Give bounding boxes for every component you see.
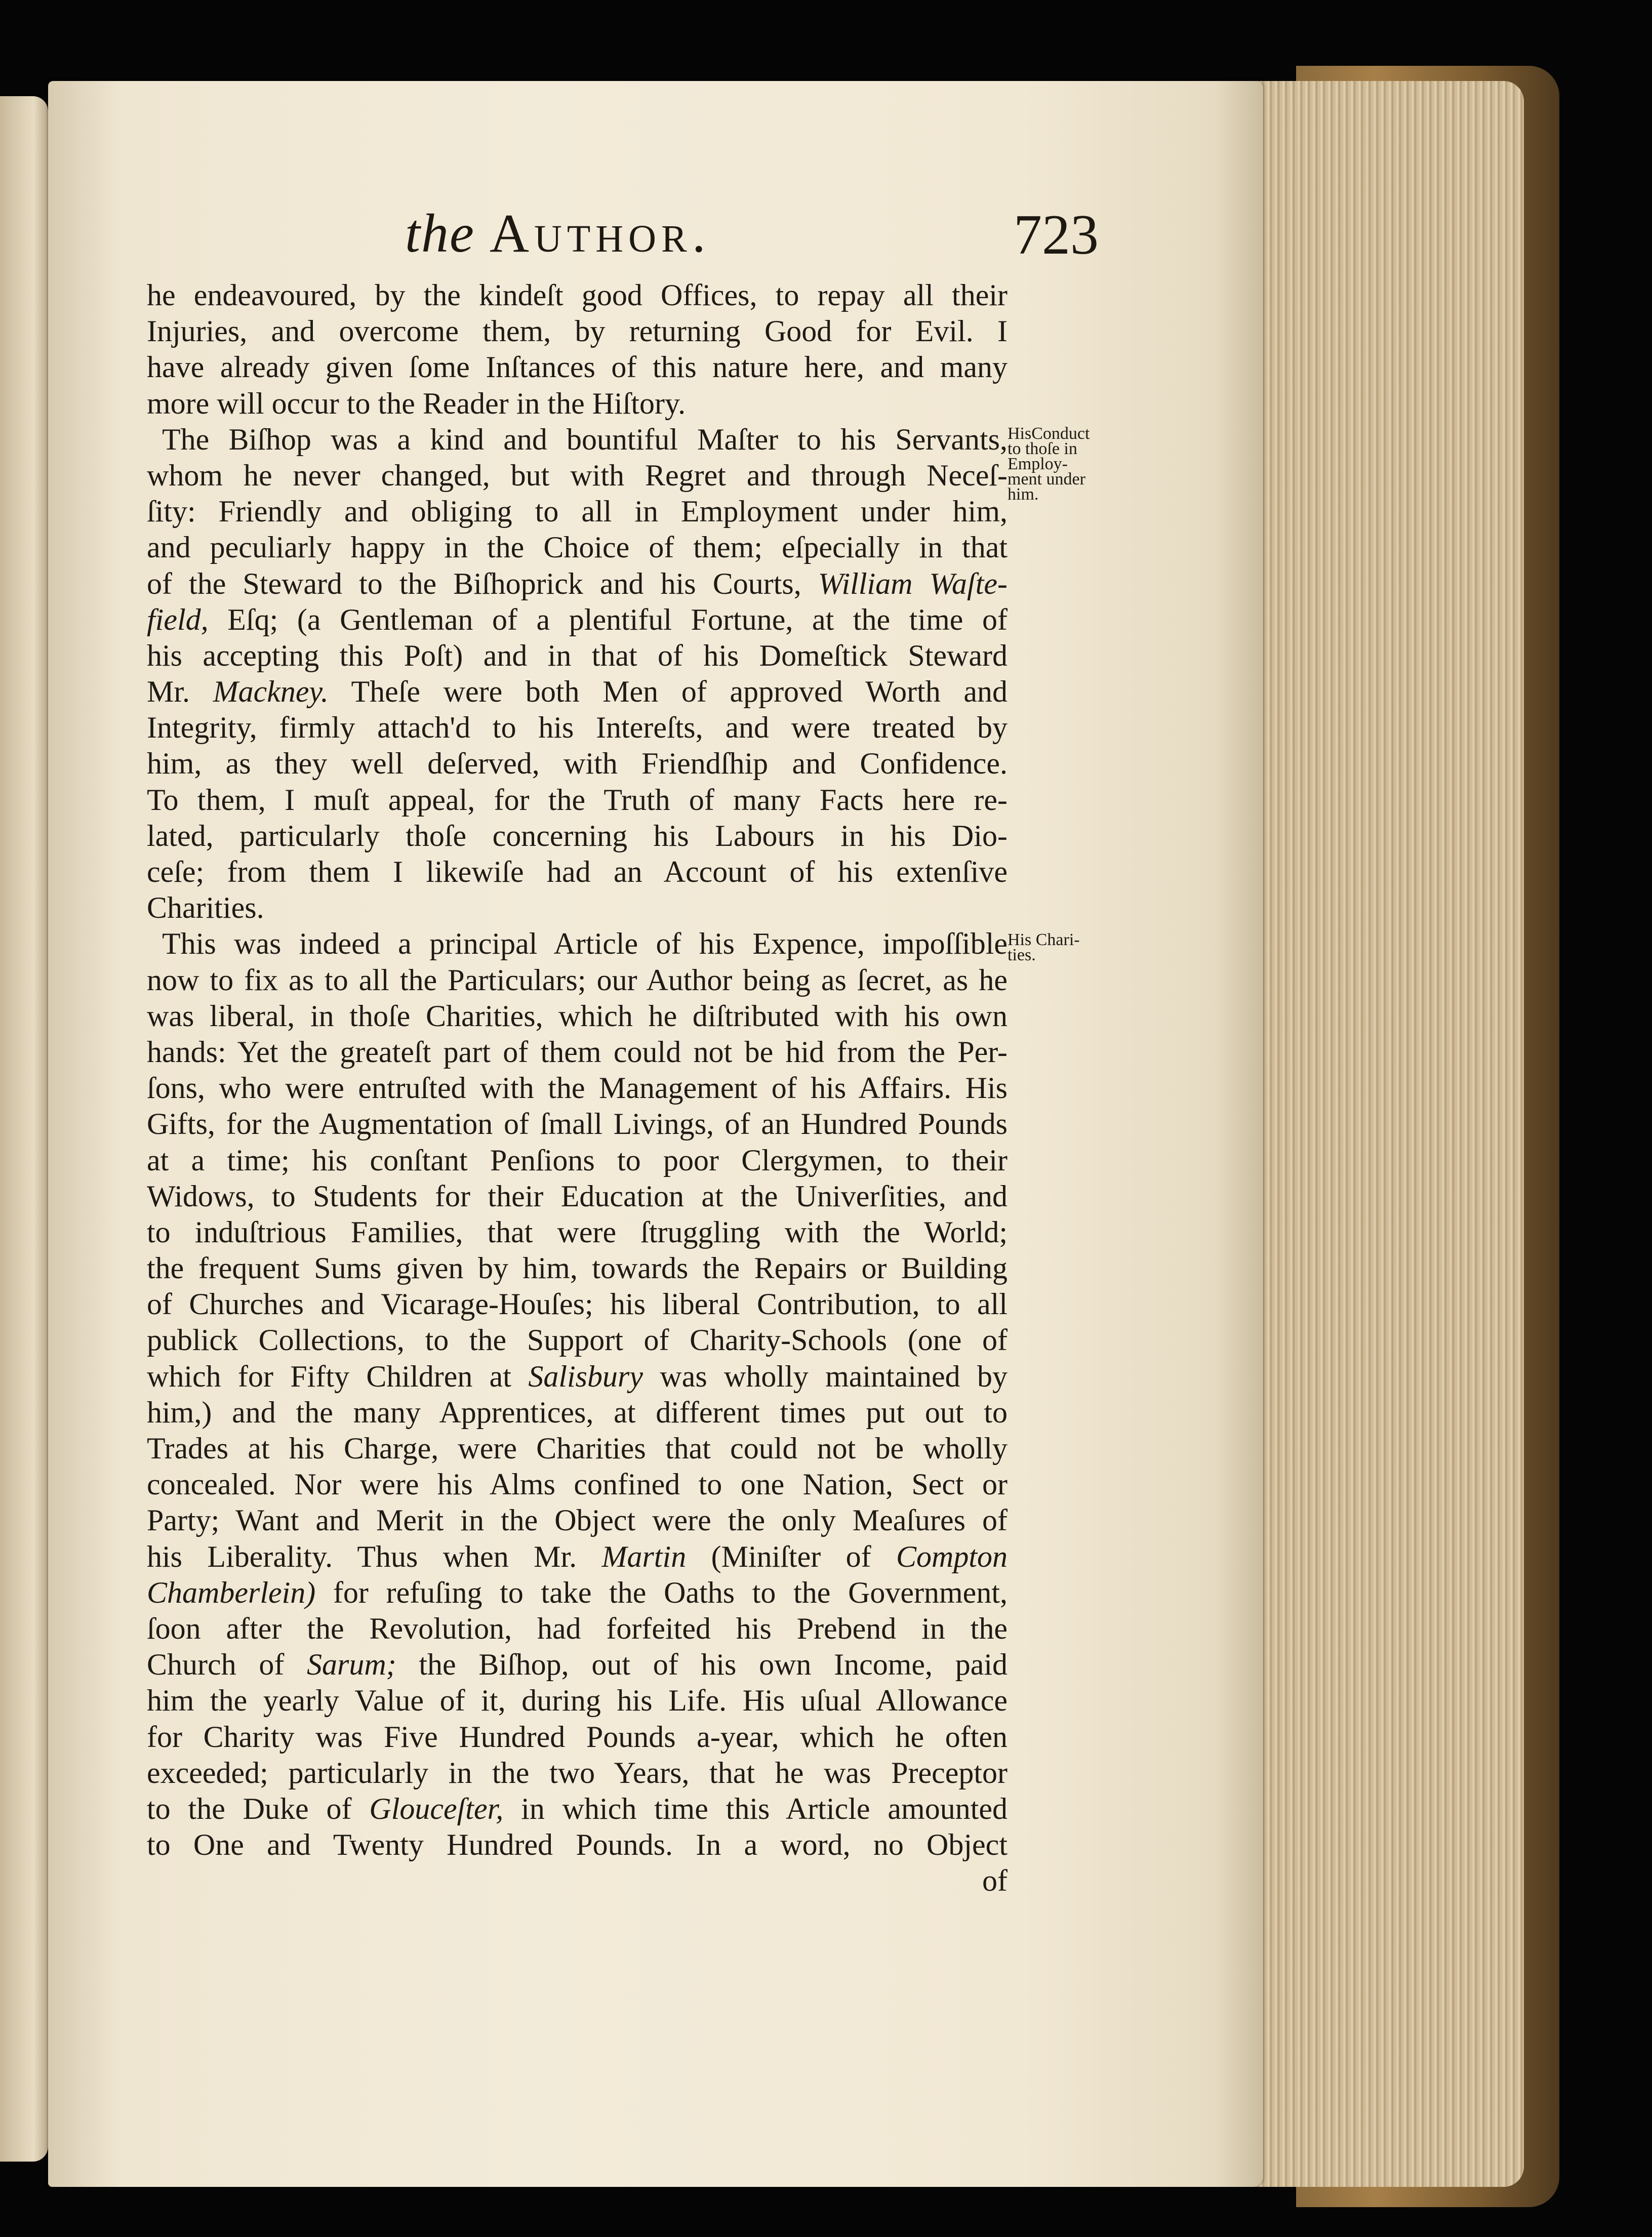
text-line: Integrity, firmly attach'd to his Intereſts, and were treated by	[147, 711, 1008, 745]
text-line: concealed. Nor were his Alms confined to one Nation, Sect or	[147, 1468, 1008, 1501]
catchword: of	[982, 1864, 1008, 1898]
text-line: was liberal, in thoſe Charities, which he diſtributed with his own	[147, 999, 1008, 1033]
text-line: him the yearly Value of it, during his Life. His uſual Allowance	[147, 1684, 1008, 1718]
text-line: Widows, to Students for their Education at the Univerſities, and	[147, 1179, 1008, 1213]
running-title-author: Author.	[489, 204, 711, 264]
text-line: Injuries, and overcome them, by returning Good for Evil. I	[147, 314, 1008, 348]
marginal-note-line: to thoſe in	[1008, 439, 1077, 458]
text-line: him,) and the many Apprentices, at different times put out to	[147, 1395, 1008, 1429]
text-line: publick Collections, to the Support of Charity-Schools (one of	[147, 1323, 1008, 1357]
text-line	[147, 674, 1008, 710]
text-line: ſons, who were entruſted with the Management of his Affairs. His	[147, 1071, 1008, 1105]
page-edges	[1251, 81, 1524, 2187]
text-line: The Biſhop was a kind and bountiful Maſter to his Servants,	[162, 422, 1008, 456]
facing-page-edge	[0, 96, 48, 2162]
text-segment-italic: Salisbury	[528, 1359, 643, 1393]
text-line: he endeavoured, by the kindeſt good Offices, to repay all their	[147, 278, 1008, 312]
text-segment-italic: William Waſte-	[818, 566, 1008, 600]
marginal-note-line: Employ-	[1008, 455, 1068, 473]
marginal-note-line: His Chari-	[1008, 930, 1080, 949]
text-line: Party; Want and Merit in the Object were the only Meaſures of	[147, 1503, 1008, 1537]
text-line: at a time; his conſtant Penſions to poor Clergymen, to their	[147, 1143, 1008, 1177]
text-line: to One and Twenty Hundred Pounds. In a word, no Object	[147, 1828, 1008, 1862]
text-segment-italic: Compton	[896, 1539, 1008, 1573]
text-segment-italic: Martin	[601, 1539, 687, 1573]
text-line	[147, 1359, 1008, 1395]
text-line	[147, 566, 1008, 602]
text-line: ſoon after the Revolution, had forfeited his Prebend in the	[147, 1611, 1008, 1645]
text-line: and peculiarly happy in the Choice of them; eſpecially in that	[147, 531, 1008, 564]
text-line: for Charity was Five Hundred Pounds a-year, which he often	[147, 1720, 1008, 1754]
running-title-the: the	[405, 204, 475, 264]
text-segment: Eſq; (a Gentleman of a plentiful Fortune, at the time of	[227, 602, 1008, 636]
text-segment: Theſe were both Men of approved Worth and	[351, 675, 1008, 709]
text-line: ceſe; from them I likewiſe had an Account of his extenſive	[147, 855, 1008, 888]
text-line: Trades at his Charge, were Charities that could not be wholly	[147, 1432, 1008, 1465]
text-line: his accepting this Poſt) and in that of his Domeſtick Steward	[147, 638, 1008, 672]
text-segment-italic: field,	[147, 602, 209, 636]
text-segment: of the Steward to the Biſhoprick and his Courts,	[147, 566, 801, 600]
text-line: hands: Yet the greateſt part of them could not be hid from the Per-	[147, 1035, 1008, 1069]
text-line: more will occur to the Reader in the Hiſtory.	[147, 386, 686, 420]
text-line	[147, 1647, 1008, 1683]
text-line: This was indeed a principal Article of his Expence, impoſſible	[162, 927, 1008, 961]
text-line	[147, 1539, 1008, 1575]
text-line: Charities.	[147, 891, 264, 925]
body-text	[147, 277, 1008, 1899]
text-line	[147, 602, 1008, 638]
text-segment-italic: Mackney.	[213, 675, 329, 709]
text-segment: was wholly maintained by	[660, 1359, 1008, 1393]
marginal-note-line: him.	[1008, 485, 1039, 504]
text-line: of Churches and Vicarage-Houſes; his liberal Contribution, to all	[147, 1287, 1008, 1321]
text-segment-italic: Glouceſter,	[369, 1792, 504, 1825]
text-segment: in which time this Article amounted	[521, 1792, 1008, 1825]
marginal-note-line: ties.	[1008, 946, 1036, 964]
text-line: whom he never changed, but with Regret and through Neceſ-	[147, 458, 1008, 492]
marginal-note-conduct	[1008, 426, 1090, 502]
text-segment: the Biſhop, out of his own Income, paid	[419, 1648, 1008, 1682]
text-segment: for refuſing to take the Oaths to the Government,	[333, 1575, 1008, 1609]
text-line: have already given ſome Inſtances of this nature here, and many	[147, 350, 1008, 384]
text-segment-italic: Chamberlein)	[147, 1575, 316, 1609]
text-line: now to fix as to all the Particulars; our Author being as ſecret, as he	[147, 963, 1008, 997]
page-number: 723	[1014, 204, 1099, 266]
text-line: To them, I muſt appeal, for the Truth of many Facts here re-	[147, 783, 1008, 817]
text-line	[147, 1791, 1008, 1827]
text-segment: to the Duke of	[147, 1792, 352, 1825]
text-line: to induſtrious Families, that were ſtruggling with the World;	[147, 1215, 1008, 1249]
text-line	[147, 1575, 1008, 1611]
text-line: lated, particularly thoſe concerning his Labours in his Dio-	[147, 819, 1008, 852]
text-segment-italic: Sarum;	[306, 1648, 396, 1682]
marginal-note-line: ment under	[1008, 470, 1085, 489]
text-line: ſity: Friendly and obliging to all in Employment under him,	[147, 495, 1008, 528]
text-segment: which for Fifty Children at	[147, 1359, 511, 1393]
text-line: the frequent Sums given by him, towards the Repairs or Building	[147, 1251, 1008, 1285]
running-title	[405, 202, 711, 265]
text-line: Gifts, for the Augmentation of ſmall Livings, of an Hundred Pounds	[147, 1107, 1008, 1141]
text-line: exceeded; particularly in the two Years, that he was Preceptor	[147, 1756, 1008, 1789]
text-segment: Church of	[147, 1648, 285, 1682]
text-segment: Mr.	[147, 675, 190, 709]
text-segment: (Miniſter of	[711, 1539, 871, 1573]
marginal-note-charities	[1008, 932, 1080, 963]
text-line: him, as they well deſerved, with Friendſhip and Confidence.	[147, 747, 1008, 781]
marginal-note-line: HisConduct	[1008, 424, 1090, 443]
running-header	[147, 197, 1099, 273]
text-segment: his Liberality. Thus when Mr.	[147, 1539, 577, 1573]
